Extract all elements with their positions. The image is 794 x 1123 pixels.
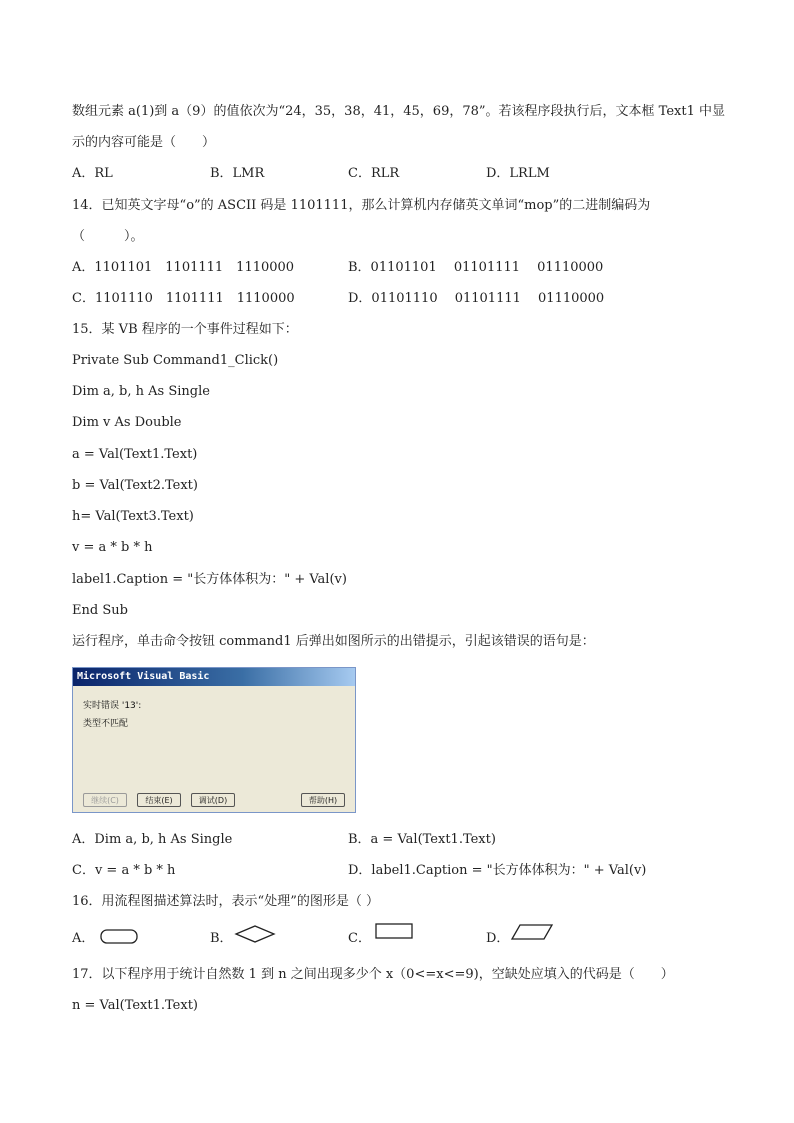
q14-option-a: A．1101101 1101111 1110000 [72, 260, 295, 275]
q14-stem-line1: 14．已知英文字母“o”的 ASCII 码是 1101111，那么计算机内存储英文单词“mop”的二进制编码为 [72, 198, 651, 213]
q15-option-b: B．a = Val(Text1.Text) [348, 832, 496, 847]
q17-stem: 17．以下程序用于统计自然数 1 到 n 之间出现多少个 x（0<=x<=9)，空缺处应填入的代码是（ ） [72, 967, 674, 982]
q14-option-d: D．01101110 01101111 01110000 [348, 291, 605, 306]
end-button[interactable]: 结束(E) [137, 793, 181, 807]
q15-code-line: Dim v As Double [72, 415, 182, 430]
debug-button[interactable]: 调试(D) [191, 793, 235, 807]
q15-code-line: Private Sub Command1_Click() [72, 353, 279, 368]
dialog-error-message: 类型不匹配 [83, 719, 129, 729]
q13-option-c: C．RLR [348, 166, 400, 181]
q15-option-a: A．Dim a, b, h As Single [72, 832, 233, 847]
q15-option-c: C．v = a * b * h [72, 863, 176, 878]
q15-code-line: v = a * b * h [72, 540, 153, 555]
q13-option-b: B．LMR [210, 166, 265, 181]
q15-option-d: D．label1.Caption = "长方体体积为：" + Val(v) [348, 863, 647, 878]
q15-code-line: End Sub [72, 603, 128, 618]
q14-stem-line2: （ ）。 [72, 229, 144, 244]
q15-stem: 15．某 VB 程序的一个事件过程如下： [72, 322, 298, 337]
dialog-error-code: 实时错误 '13': [83, 701, 142, 711]
q13-option-a: A．RL [72, 166, 113, 181]
q17-code-line: n = Val(Text1.Text) [72, 998, 199, 1013]
q15-code-line: Dim a, b, h As Single [72, 384, 210, 399]
q16-option-d: D． [486, 931, 510, 946]
q16-stem: 16．用流程图描述算法时，表示“处理”的图形是（ ） [72, 894, 379, 909]
q13-option-d: D．LRLM [486, 166, 550, 181]
q15-code-line: label1.Caption = "长方体体积为：" + Val(v) [72, 572, 347, 587]
rectangle-icon [374, 922, 414, 940]
parallelogram-icon [510, 922, 554, 942]
q15-code-line: a = Val(Text1.Text) [72, 447, 198, 462]
q16-option-c: C． [348, 931, 371, 946]
q15-run-text: 运行程序，单击命令按钮 command1 后弹出如图所示的出错提示，引起该错误的语句是： [72, 634, 595, 649]
diamond-icon [234, 924, 276, 944]
q16-option-b: B． [210, 931, 233, 946]
rounded-rectangle-icon [100, 928, 140, 946]
q14-option-b: B．01101101 01101111 01110000 [348, 260, 604, 275]
dialog-title: Microsoft Visual Basic [73, 668, 355, 686]
q13-text-line1: 数组元素 a(1)到 a（9）的值依次为“24，35，38，41，45，69，78”。若该程序段执行后，文本框 Text1 中显 [72, 104, 725, 119]
q14-option-c: C．1101110 1101111 1110000 [72, 291, 295, 306]
continue-button[interactable]: 继续(C) [83, 793, 127, 807]
q15-code-line: b = Val(Text2.Text) [72, 478, 198, 493]
q15-code-line: h= Val(Text3.Text) [72, 509, 194, 524]
help-button[interactable]: 帮助(H) [301, 793, 345, 807]
q16-option-a: A． [72, 931, 95, 946]
q13-text-line2: 示的内容可能是（ ） [72, 135, 216, 150]
vb-error-dialog [72, 667, 356, 813]
